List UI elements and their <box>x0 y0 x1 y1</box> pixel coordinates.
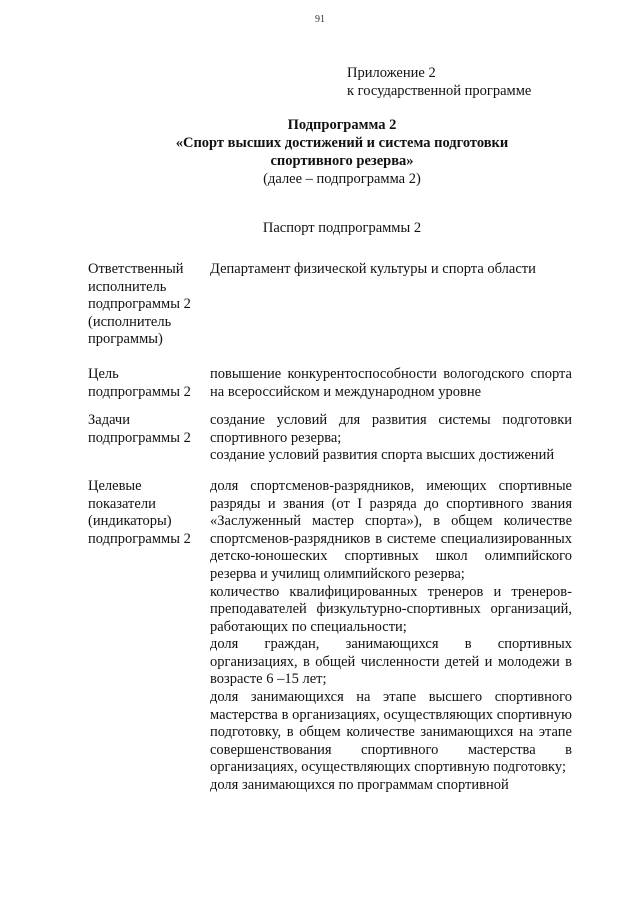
label-line: Цель <box>88 365 119 382</box>
value-line: создание условий развития спорта высших достижений <box>210 447 555 464</box>
appendix-line-1: Приложение 2 <box>347 65 436 81</box>
passport-row-tasks <box>88 412 572 465</box>
label-line: Ответственный <box>88 261 184 277</box>
value-line: доля граждан, занимающихся в спортивных организациях, в общей численности детей и молодежи в возрасте 6 –15 лет; <box>210 636 572 688</box>
passport-row-executor <box>88 261 572 349</box>
title-line-1: Подпрограмма 2 <box>287 117 397 133</box>
row-value <box>210 366 572 401</box>
value-line: количество квалифицированных тренеров и тренеров-преподавателей физкультурно-спортивных организаций, работающих по специальности; <box>210 583 572 635</box>
title-line-2: «Спорт высших достижений и система подготовки <box>175 135 509 151</box>
row-value <box>210 412 572 465</box>
label-line: (индикаторы) <box>88 513 172 530</box>
row-value <box>210 478 572 795</box>
appendix-line-2: к государственной программе <box>347 83 532 99</box>
label-line: показатели <box>88 495 156 512</box>
label-line: подпрограммы 2 <box>88 530 191 547</box>
page-number: 91 <box>315 14 325 25</box>
label-line: Задачи <box>88 412 130 429</box>
label-line: (исполнитель <box>88 313 172 330</box>
passport-title: Паспорт подпрограммы 2 <box>262 220 422 236</box>
label-line: подпрограммы 2 <box>88 296 191 313</box>
label-line: Целевые <box>88 477 142 494</box>
title-line-3: спортивного резерва» <box>270 153 414 169</box>
label-line: программы) <box>88 331 163 348</box>
label-line: подпрограммы 2 <box>88 383 191 400</box>
passport-row-indicators <box>88 478 572 795</box>
passport-table <box>88 261 572 795</box>
appendix-note <box>347 64 531 100</box>
value-line: доля спортсменов-разрядников, имеющих спортивные разряды и звания (от I разряда до спортивного звания «Заслуженный мастер спорта»), в общем количестве спортсменов-разрядников в системе специализированных детско-юношеских спортивных школ олимпийского резерва и училищ олимпийского резерва; <box>210 477 572 582</box>
row-label <box>88 261 210 349</box>
value-line: повышение конкурентоспособности вологодского спорта на всероссийском и международном уровне <box>210 365 572 400</box>
row-label <box>88 366 210 401</box>
row-label <box>88 412 210 465</box>
passport-row-goal <box>88 366 572 401</box>
label-line: исполнитель <box>88 278 167 295</box>
title-line-4: (далее – подпрограмма 2) <box>263 171 421 187</box>
row-value <box>210 261 572 349</box>
value-line: Департамент физической культуры и спорта области <box>210 261 536 277</box>
value-line: доля занимающихся по программам спортивной <box>210 777 509 794</box>
row-label <box>88 478 210 795</box>
label-line: подпрограммы 2 <box>88 429 191 446</box>
value-line: доля занимающихся на этапе высшего спортивного мастерства в организациях, осуществляющих спортивную подготовку, в общем количестве занимающихся на этапе совершенствования спортивного мастерства в организациях, осуществляющих спортивную подготовку; <box>210 689 572 776</box>
subprogram-title <box>80 116 604 188</box>
value-line: создание условий для развития системы подготовки спортивного резерва; <box>210 412 572 446</box>
